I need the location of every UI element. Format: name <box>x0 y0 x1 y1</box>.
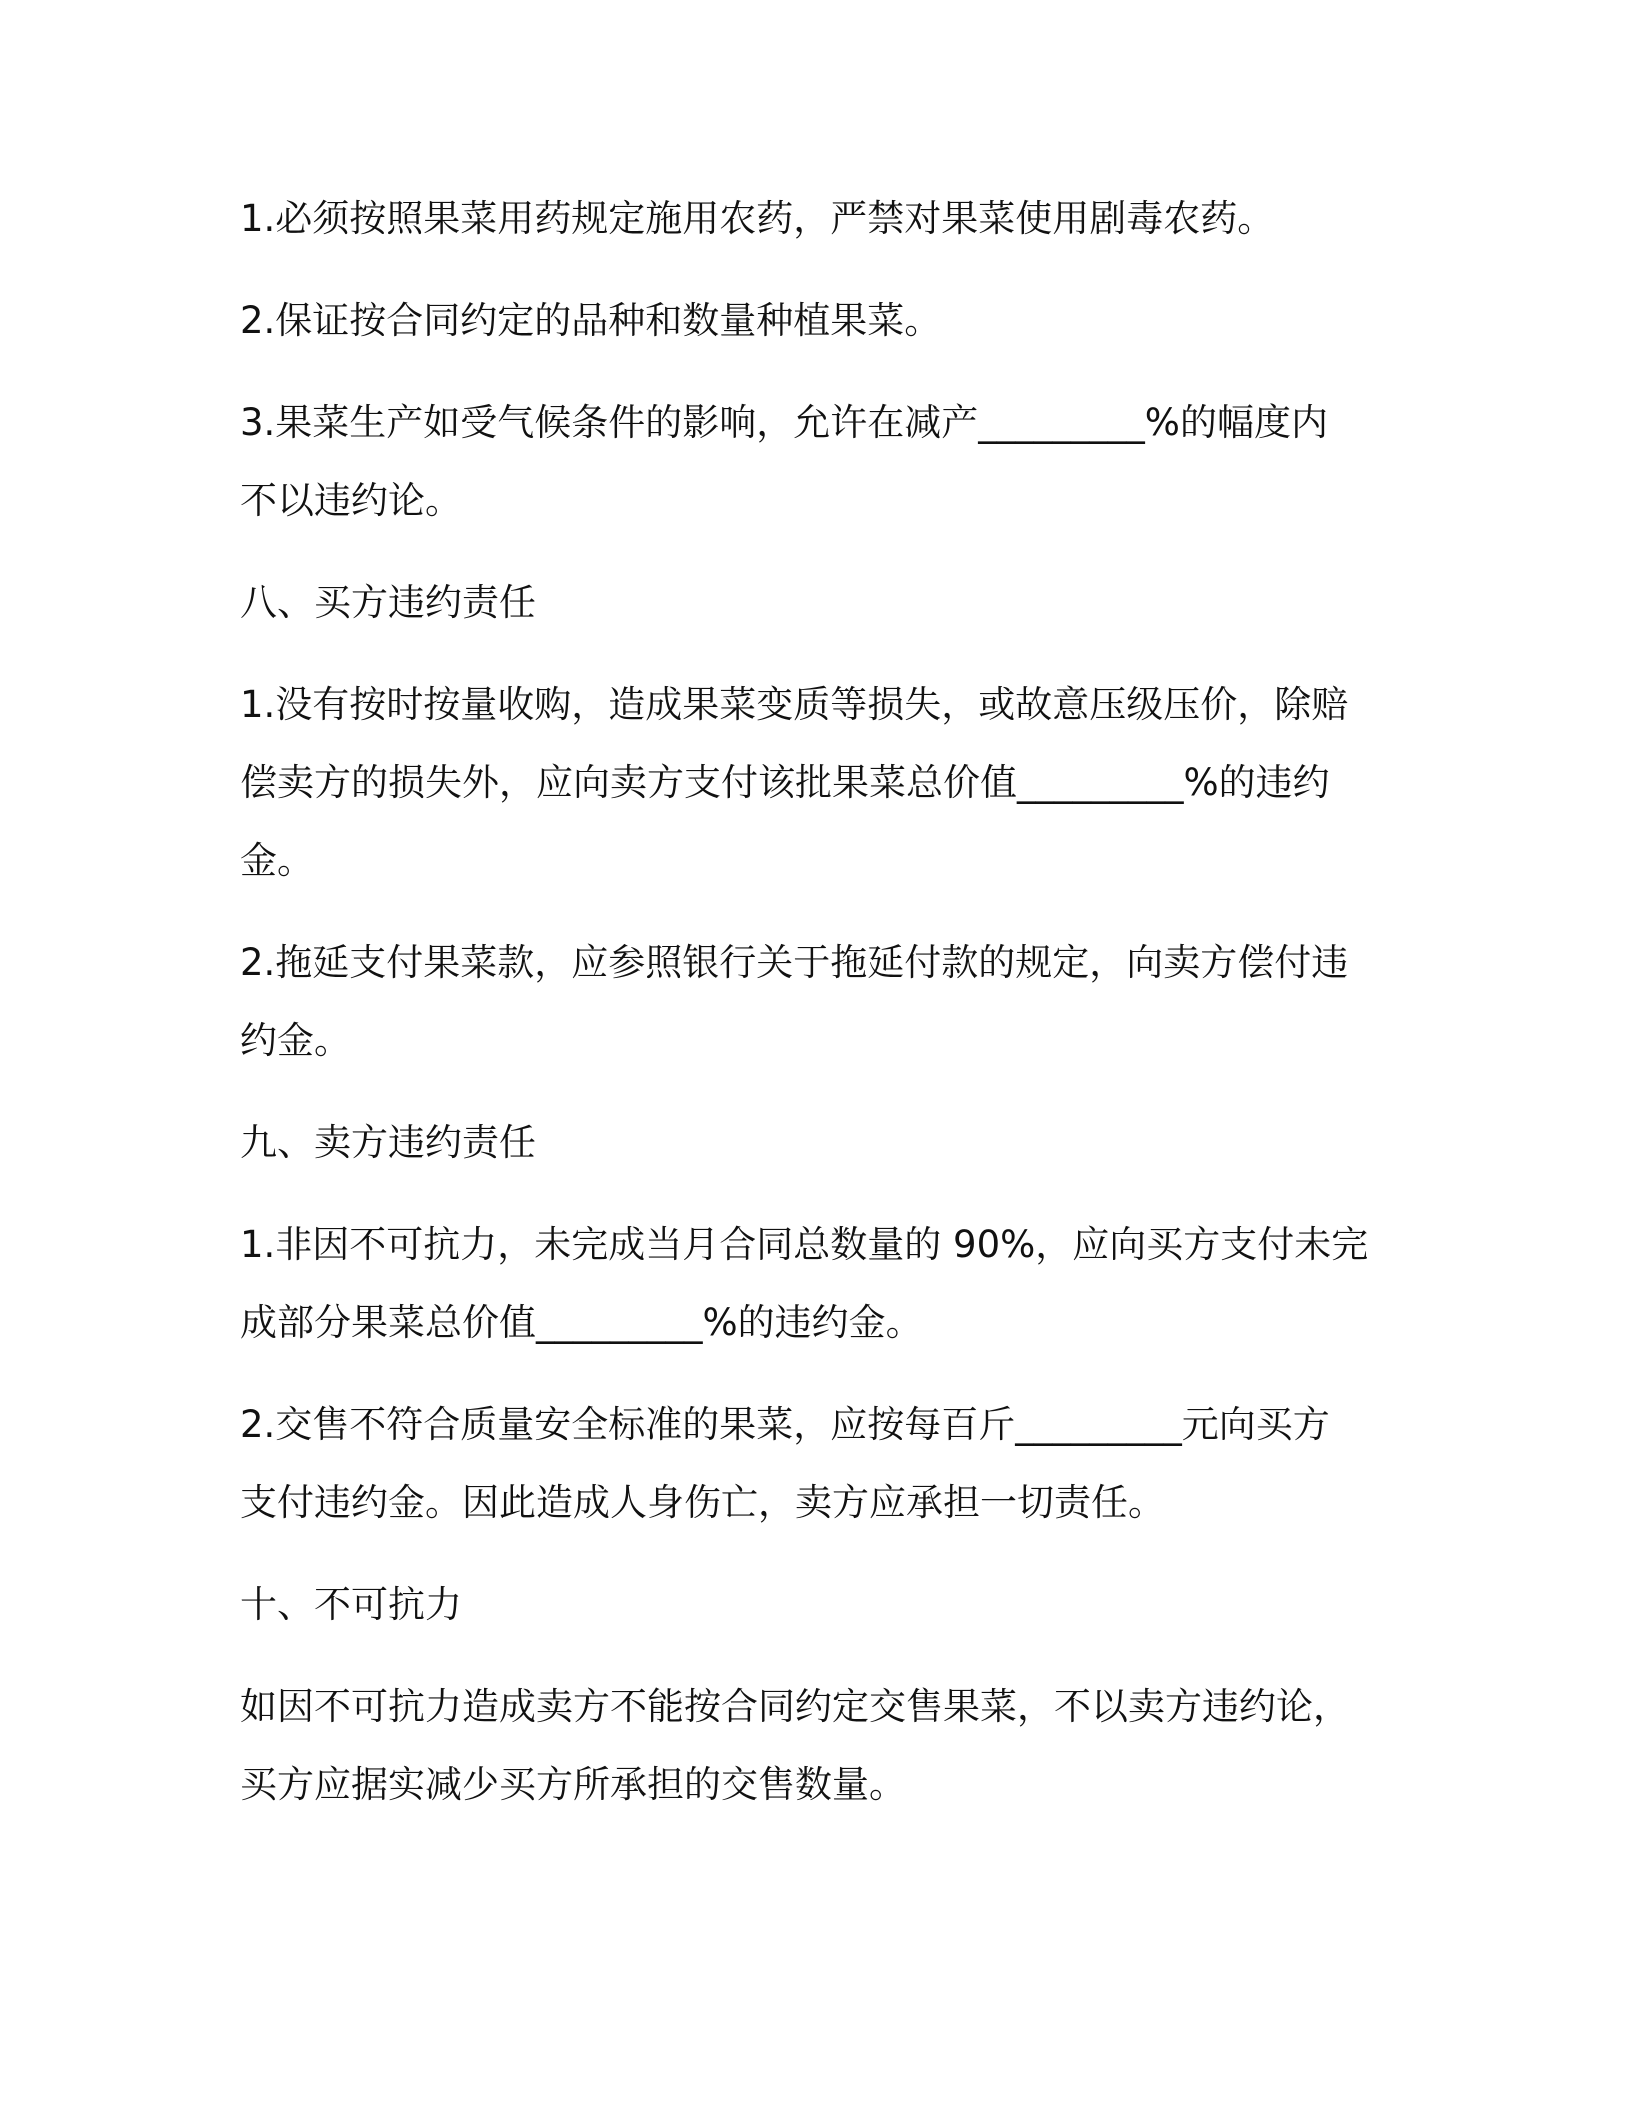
clause-seller-breach-1-line1: 1.非因不可抗力，未完成当月合同总数量的 90%，应向买方支付未完 <box>240 1223 1369 1266</box>
clause-seller-2-planting: 2.保证按合同约定的品种和数量种植果菜。 <box>240 299 942 342</box>
clause-seller-3-weather-line1: 3.果菜生产如受气候条件的影响，允许在减产_________%的幅度内 <box>240 401 1328 444</box>
clause-seller-breach-1-line2: 成部分果菜总价值_________%的违约金。 <box>240 1301 923 1344</box>
section-heading-buyer-breach: 八、买方违约责任 <box>240 581 536 624</box>
clause-seller-3-weather-line2: 不以违约论。 <box>240 479 462 522</box>
clause-buyer-1-line3: 金。 <box>240 839 314 882</box>
section-heading-seller-breach: 九、卖方违约责任 <box>240 1121 536 1164</box>
clause-buyer-2-line1: 2.拖延支付果菜款，应参照银行关于拖延付款的规定，向卖方偿付违 <box>240 941 1349 984</box>
clause-buyer-1-line1: 1.没有按时按量收购，造成果菜变质等损失，或故意压级压价，除赔 <box>240 683 1349 726</box>
clause-seller-1-pesticide: 1.必须按照果菜用药规定施用农药，严禁对果菜使用剧毒农药。 <box>240 197 1275 240</box>
force-majeure-text-line1: 如因不可抗力造成卖方不能按合同约定交售果菜，不以卖方违约论， <box>240 1685 1350 1728</box>
clause-seller-breach-2-line2: 支付违约金。因此造成人身伤亡，卖方应承担一切责任。 <box>240 1481 1165 1524</box>
clause-buyer-1-line2: 偿卖方的损失外，应向卖方支付该批果菜总价值_________%的违约 <box>240 761 1330 804</box>
clause-buyer-2-line2: 约金。 <box>240 1019 351 1062</box>
section-heading-force-majeure: 十、不可抗力 <box>240 1583 462 1626</box>
force-majeure-text-line2: 买方应据实减少买方所承担的交售数量。 <box>240 1763 906 1806</box>
clause-seller-breach-2-line1: 2.交售不符合质量安全标准的果菜，应按每百斤_________元向买方 <box>240 1403 1330 1446</box>
